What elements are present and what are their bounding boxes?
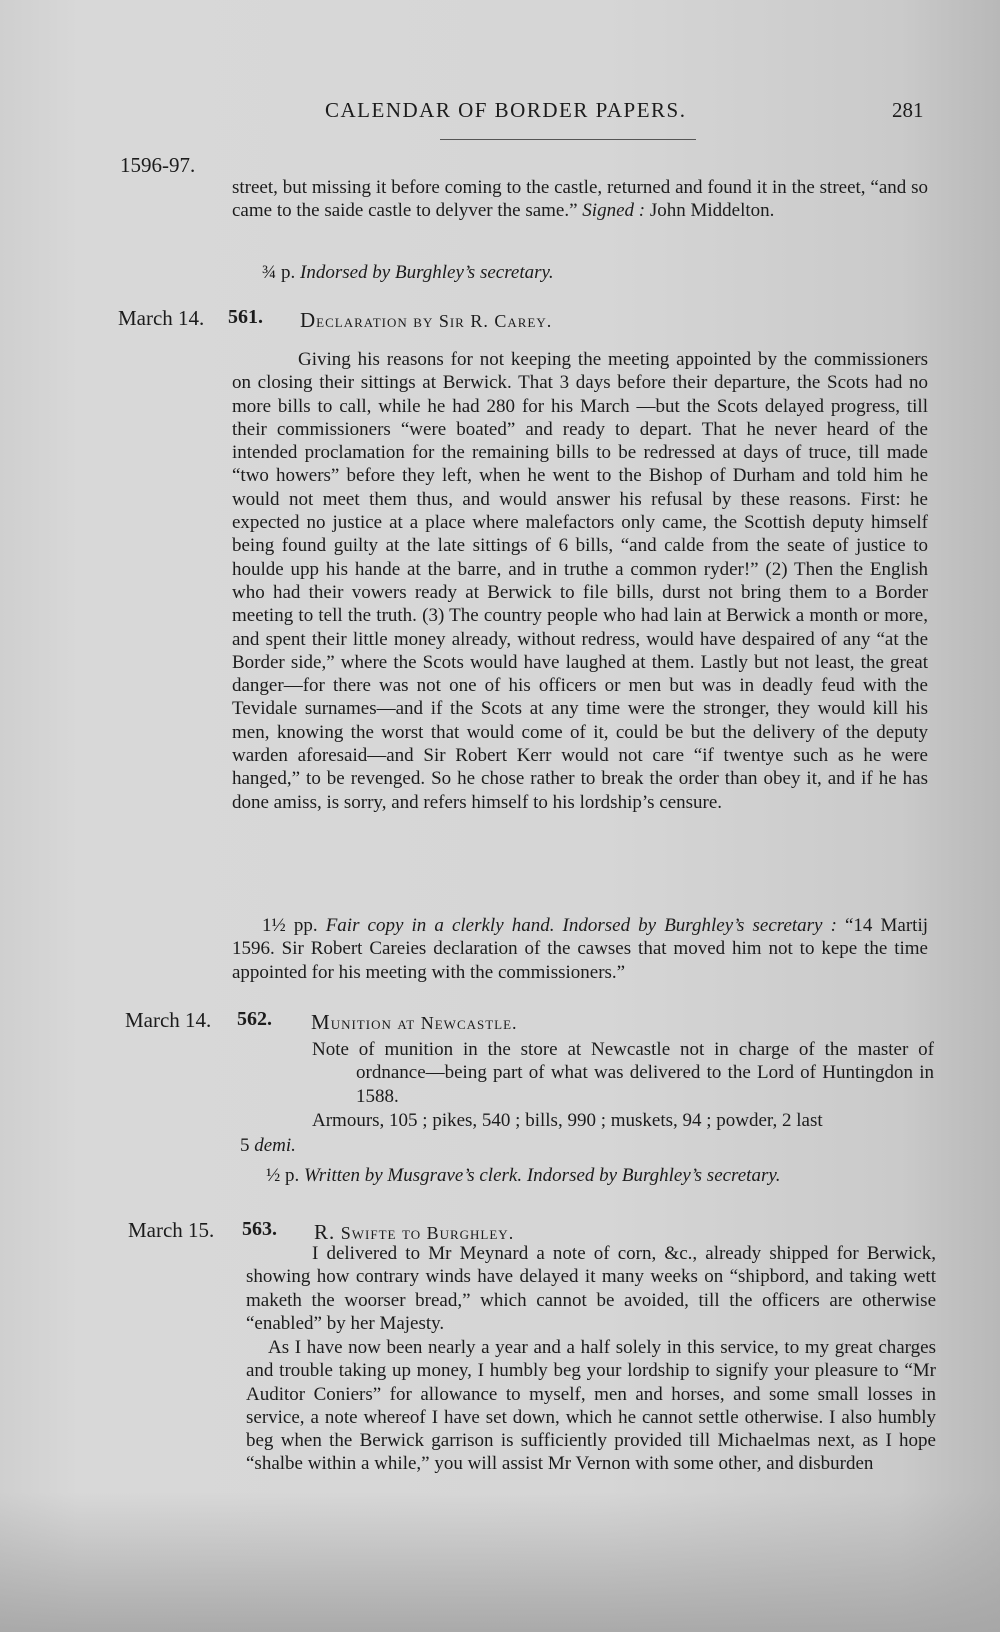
signer-name: John Middelton.	[649, 200, 775, 222]
continuation-note	[262, 262, 554, 284]
note-size: 1½ pp.	[262, 915, 318, 936]
entry-number: 563.	[242, 1218, 277, 1240]
note-quote: “14 Martij 1596. Sir Robert Careies declaration of the cawses that moved him not to kepe the time appointed for his meeting with the commissioners.”	[232, 915, 929, 983]
continuation-paragraph: street, but missing it before coming to the castle, returned and found it in the street, “and so came to the saide castle to delyver the same.” Signed : John Middelton.	[232, 177, 928, 222]
entry-date: March 14.	[125, 1008, 212, 1032]
entry-body: Giving his reasons for not keeping the meeting appointed by the commissioners on closing their sittings at Berwick. That 3 days before their departure, the Scots had no more bills to call, while he had 280 for his March —but the Scots delayed progress, till their commissioners “were boated” and ready to depart. That he never heard of the intended proclamation for the remaining bills to be redressed at days of truce, till made “two howers” before they left, when he went to the Bishop of Durham and told him he would not meet them thus, and would answer his refusal by these reasons. First: he expected no justice at a place where malefactors only came, the Scottish deputy himself being found guilty at the late sittings of 6 bills, “and calde from the seate of justice to houlde upp his hande at the barre, and in truthe a common ryder!” (2) Then the English who had their vowers ready at Berwick to file bills, durst not bring them to a Border meeting to tell the truth. (3) The country people who had lain at Berwick a month or more, and spent their little money already, without redress, would have despaired of any “at the Border side,” where the Scots would have laughed at them. Lastly but not least, the great danger—for there was not one of his officers or men but was in deadly feud with the Tevidale surnames—and if the Scots at any time were the stronger, they would kill his men, knowing the worst that would come of it, could be but the delivery of the deputy warden aforesaid—and Sir Robert Kerr would not care “if twentye such as he were hanged,” to be revenged. So he chose rather to break the order than obey it, and if he has done amiss, is sorry, and refers himself to his lordship’s censure.	[232, 349, 928, 813]
running-header: CALENDAR OF BORDER PAPERS.	[325, 98, 687, 122]
margin-year: 1596-97.	[120, 153, 196, 177]
entry-title: Declaration by Sir R. Carey.	[300, 308, 553, 332]
header-rule	[440, 139, 696, 140]
note-text: Written by Musgrave’s clerk. Indorsed by Burghley’s secretary.	[304, 1165, 781, 1186]
entry-body: I delivered to Mr Meynard a note of corn, &c., already shipped for Berwick, showing how contrary winds have delayed it many weeks on “shipbord, and taking wett maketh the woorser bread,” which cannot be avoided, till the officers are otherwise “enabled” by her Majesty.	[246, 1243, 936, 1334]
page-number: 281	[892, 98, 924, 122]
note-text: Indorsed by Burghley’s secretary.	[300, 262, 554, 283]
entry-title: R. Swifte to Burghley.	[314, 1220, 515, 1244]
entry-title: Munition at Newcastle.	[311, 1010, 518, 1034]
entry-body-paragraph-2: As I have now been nearly a year and a half solely in this service, to my great charges and trouble taking up money, I humbly beg your lordship to signify your pleasure to “Mr Auditor Coniers” for allowance to myself, men and horses, and some small losses in service, a note whereof I have set down, which he cannot settle otherwise. I also humbly beg when the Berwick garrison is sufficiently provided till Michaelmas next, as I hope “shalbe within a while,” you will assist Mr Vernon with some other, and disburden	[246, 1337, 936, 1475]
note-text: Fair copy in a clerkly hand. Indorsed by Burghley’s secretary :	[325, 915, 837, 936]
page-shadow	[0, 1492, 1000, 1632]
entry-date: March 15.	[128, 1218, 215, 1242]
note-size: ¾ p.	[262, 262, 296, 283]
entry-body-list: Armours, 105 ; pikes, 540 ; bills, 990 ; muskets, 94 ; powder, 2 last	[312, 1110, 823, 1131]
entry-number: 562.	[237, 1008, 272, 1030]
entry-number: 561.	[228, 306, 263, 328]
entry-note	[232, 914, 928, 984]
signed-label: Signed :	[582, 200, 646, 222]
entry-date: March 14.	[118, 306, 205, 330]
entry-body: Note of munition in the store at Newcastle not in charge of the master of ordnance—being part of what was delivered to the Lord of Huntingdon in 1588.	[312, 1039, 934, 1107]
note-size: ½ p.	[266, 1165, 300, 1186]
entry-note	[266, 1165, 780, 1187]
entry-body-list-end: 5 demi.	[240, 1135, 296, 1156]
